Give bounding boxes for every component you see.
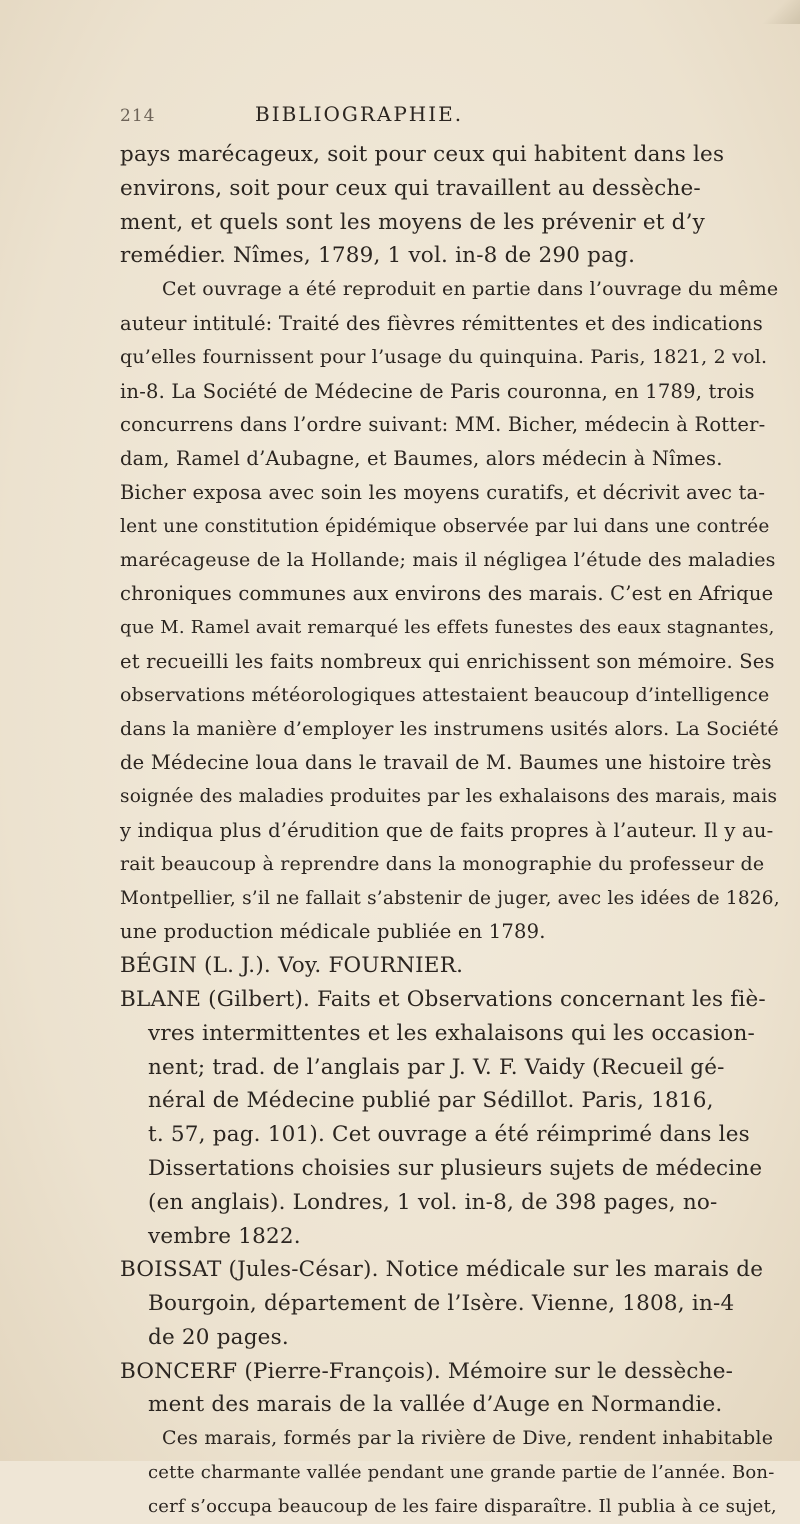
entry-line: BOISSAT (Jules-César). Notice médicale sur les marais de [120,1257,764,1283]
text-line: observations météorologiques attestaient beaucoup d’intelligence [120,683,770,706]
text-line: in-8. La Société de Médecine de Paris couronna, en 1789, trois [120,379,755,403]
text-line: de 20 pages. [148,1324,289,1350]
page-number: 214 [120,106,156,126]
text-line: dans la manière d’employer les instrumens usités alors. La Société [120,717,779,740]
entry-line: BLANE (Gilbert). Faits et Observations concernant les fiè- [120,986,766,1012]
text-line: vres intermittentes et les exhalaisons qui les occasion- [148,1020,755,1046]
text-line: pays marécageux, soit pour ceux qui habitent dans les [120,142,725,167]
text-line: vembre 1822. [148,1223,301,1249]
text-line: Cet ouvrage a été reproduit en partie dans l’ouvrage du même [162,278,779,301]
text-line: néral de Médecine publié par Sédillot. Paris, 1816, [148,1088,714,1114]
page-header [120,102,780,132]
text-line: cette charmante vallée pendant une grande partie de l’année. Bon- [148,1462,775,1484]
page-corner-shadow [760,0,800,24]
text-line: qu’elles fournissent pour l’usage du quinquina. Paris, 1821, 2 vol. [120,345,768,368]
text-line: Dissertations choisies sur plusieurs sujets de médecine [148,1155,763,1181]
running-title: BIBLIOGRAPHIE. [255,102,464,126]
text-line: environs, soit pour ceux qui travaillent au dessèche- [120,175,701,201]
text-line: remédier. Nîmes, 1789, 1 vol. in-8 de 290 pag. [120,243,636,269]
text-line: Montpellier, s’il ne fallait s’abstenir de juger, avec les idées de 1826, [120,887,780,909]
text-line: Bourgoin, département de l’Isère. Vienne, 1808, in-4 [148,1291,735,1317]
text-line: de Médecine loua dans le travail de M. Baumes une histoire très [120,751,772,775]
text-line: cerf s’occupa beaucoup de les faire disparaître. Il publia à ce sujet, [148,1495,777,1517]
text-line: Bicher exposa avec soin les moyens curatifs, et décrivit avec ta- [120,480,766,504]
text-line: rait beaucoup à reprendre dans la monographie du professeur de [120,852,765,875]
text-line: Ces marais, formés par la rivière de Dive, rendent inhabitable [162,1427,774,1450]
text-line: ment des marais de la vallée d’Auge en Normandie. [148,1392,723,1418]
text-line: et recueilli les faits nombreux qui enrichissent son mémoire. Ses [120,649,775,673]
text-line: y indiqua plus d’érudition que de faits propres à l’auteur. Il y au- [120,818,774,842]
text-line: marécageuse de la Hollande; mais il négligea l’étude des maladies [120,548,776,571]
text-line: soignée des maladies produites par les exhalaisons des marais, mais [120,786,778,808]
entry-line: BÉGIN (L. J.). Voy. FOURNIER. [120,953,464,979]
text-line: (en anglais). Londres, 1 vol. in-8, de 398 pages, no- [148,1189,718,1215]
text-line: dam, Ramel d’Aubagne, et Baumes, alors médecin à Nîmes. [120,447,723,471]
text-line: concurrens dans l’ordre suivant: MM. Bicher, médecin à Rotter- [120,413,766,437]
text-line: t. 57, pag. 101). Cet ouvrage a été réimprimé dans les [148,1122,750,1148]
text-line: ment, et quels sont les moyens de les prévenir et d’y [120,209,706,235]
entry-line: BONCERF (Pierre-François). Mémoire sur le dessèche- [120,1358,734,1384]
text-line: lent une constitution épidémique observée par lui dans une contrée [120,515,770,537]
text-line: auteur intitulé: Traité des fièvres rémittentes et des indications [120,311,763,335]
text-line: que M. Ramel avait remarqué les effets funestes des eaux stagnantes, [120,617,775,639]
text-line: chroniques communes aux environs des marais. C’est en Afrique [120,582,774,606]
text-line: une production médicale publiée en 1789. [120,920,546,944]
body-text [120,138,780,1524]
text-line: nent; trad. de l’anglais par J. V. F. Vaidy (Recueil gé- [148,1054,725,1080]
